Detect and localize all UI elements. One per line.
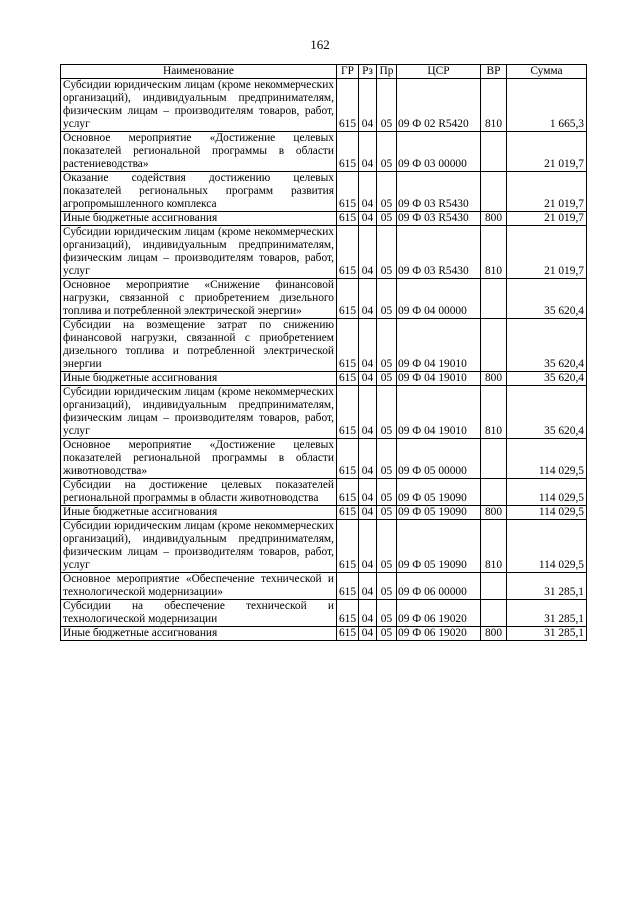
cell-csr: 09 Ф 05 19090 [397,479,481,506]
cell-vr [481,600,507,627]
table-row [61,600,587,627]
cell-rz: 04 [359,439,377,479]
cell-sum: 31 285,1 [507,600,587,627]
cell-csr: 09 Ф 05 19090 [397,520,481,573]
cell-pr: 05 [377,212,397,226]
table-row [61,627,587,641]
cell-name: Субсидии на обеспечение технической и технологической модернизации [61,600,337,627]
cell-rz: 04 [359,479,377,506]
cell-rz: 04 [359,600,377,627]
cell-vr: 810 [481,79,507,132]
cell-name: Оказание содействия достижению целевых показателей региональных программ развития агропромышленного комплекса [61,172,337,212]
cell-gr: 615 [337,627,359,641]
cell-gr: 615 [337,172,359,212]
cell-pr: 05 [377,600,397,627]
cell-name: Иные бюджетные ассигнования [61,212,337,226]
cell-pr: 05 [377,319,397,372]
cell-csr: 09 Ф 03 R5430 [397,212,481,226]
cell-pr: 05 [377,627,397,641]
cell-name: Субсидии юридическим лицам (кроме некоммерческих организаций), индивидуальным предпринимателям, физическим лицам – производителям товаров, работ, услуг [61,226,337,279]
cell-sum: 114 029,5 [507,506,587,520]
cell-csr: 09 Ф 03 00000 [397,132,481,172]
cell-csr: 09 Ф 06 00000 [397,573,481,600]
table-row [61,479,587,506]
cell-gr: 615 [337,319,359,372]
cell-name: Субсидии на достижение целевых показателей региональной программы в области животноводства [61,479,337,506]
cell-rz: 04 [359,279,377,319]
cell-csr: 09 Ф 04 19010 [397,372,481,386]
cell-rz: 04 [359,386,377,439]
cell-sum: 114 029,5 [507,439,587,479]
cell-vr: 800 [481,506,507,520]
cell-name: Субсидии юридическим лицам (кроме некоммерческих организаций), индивидуальным предпринимателям, физическим лицам – производителям товаров, работ, услуг [61,79,337,132]
cell-gr: 615 [337,506,359,520]
cell-pr: 05 [377,279,397,319]
page-number: 162 [310,37,330,52]
cell-rz: 04 [359,132,377,172]
header-name: Наименование [61,65,337,79]
table-row [61,79,587,132]
cell-pr: 05 [377,479,397,506]
cell-sum: 1 665,3 [507,79,587,132]
cell-pr: 05 [377,226,397,279]
cell-csr: 09 Ф 04 19010 [397,319,481,372]
table-row [61,172,587,212]
cell-vr: 810 [481,520,507,573]
table-header [61,65,587,79]
cell-csr: 09 Ф 04 00000 [397,279,481,319]
cell-gr: 615 [337,212,359,226]
cell-pr: 05 [377,132,397,172]
cell-sum: 35 620,4 [507,279,587,319]
cell-pr: 05 [377,439,397,479]
cell-rz: 04 [359,627,377,641]
table-row [61,226,587,279]
cell-gr: 615 [337,386,359,439]
cell-csr: 09 Ф 04 19010 [397,386,481,439]
header-sum: Сумма [507,65,587,79]
cell-name: Иные бюджетные ассигнования [61,372,337,386]
header-vr: ВР [481,65,507,79]
cell-name: Субсидии на возмещение затрат по снижению финансовой нагрузки, связанной с приобретением дизельного топлива и потребленной электрической энергии [61,319,337,372]
cell-gr: 615 [337,79,359,132]
table-row [61,372,587,386]
cell-vr: 800 [481,212,507,226]
cell-name: Основное мероприятие «Снижение финансовой нагрузки, связанной с приобретением дизельного топлива и потребленной электрической энергии» [61,279,337,319]
cell-rz: 04 [359,79,377,132]
cell-vr [481,132,507,172]
cell-sum: 35 620,4 [507,372,587,386]
table-row [61,319,587,372]
table-row [61,573,587,600]
cell-sum: 35 620,4 [507,386,587,439]
cell-vr [481,479,507,506]
cell-gr: 615 [337,573,359,600]
cell-pr: 05 [377,172,397,212]
table-row [61,279,587,319]
cell-vr [481,172,507,212]
cell-name: Основное мероприятие «Достижение целевых показателей региональной программы в области растениеводства» [61,132,337,172]
cell-vr: 810 [481,226,507,279]
cell-rz: 04 [359,573,377,600]
cell-gr: 615 [337,372,359,386]
header-csr: ЦСР [397,65,481,79]
cell-gr: 615 [337,479,359,506]
cell-gr: 615 [337,600,359,627]
cell-sum: 35 620,4 [507,319,587,372]
cell-pr: 05 [377,573,397,600]
table-row [61,439,587,479]
cell-sum: 21 019,7 [507,132,587,172]
cell-rz: 04 [359,372,377,386]
cell-vr [481,573,507,600]
cell-gr: 615 [337,226,359,279]
cell-vr [481,319,507,372]
budget-table [60,64,587,641]
cell-gr: 615 [337,132,359,172]
cell-csr: 09 Ф 03 R5430 [397,172,481,212]
cell-csr: 09 Ф 06 19020 [397,627,481,641]
table-row [61,520,587,573]
cell-sum: 21 019,7 [507,226,587,279]
cell-gr: 615 [337,520,359,573]
table-row [61,506,587,520]
cell-csr: 09 Ф 05 19090 [397,506,481,520]
cell-sum: 31 285,1 [507,627,587,641]
cell-sum: 21 019,7 [507,172,587,212]
cell-rz: 04 [359,226,377,279]
cell-rz: 04 [359,506,377,520]
cell-pr: 05 [377,520,397,573]
cell-vr [481,439,507,479]
cell-vr: 810 [481,386,507,439]
cell-rz: 04 [359,319,377,372]
cell-vr: 800 [481,627,507,641]
cell-rz: 04 [359,212,377,226]
cell-pr: 05 [377,372,397,386]
cell-name: Основное мероприятие «Достижение целевых показателей региональной программы в области животноводства» [61,439,337,479]
cell-rz: 04 [359,520,377,573]
cell-name: Иные бюджетные ассигнования [61,506,337,520]
cell-csr: 09 Ф 05 00000 [397,439,481,479]
cell-sum: 114 029,5 [507,479,587,506]
header-rz: Рз [359,65,377,79]
cell-name: Основное мероприятие «Обеспечение технической и технологической модернизации» [61,573,337,600]
cell-pr: 05 [377,386,397,439]
cell-sum: 21 019,7 [507,212,587,226]
cell-sum: 114 029,5 [507,520,587,573]
cell-name: Субсидии юридическим лицам (кроме некоммерческих организаций), индивидуальным предпринимателям, физическим лицам – производителям товаров, работ, услуг [61,386,337,439]
table-row [61,386,587,439]
cell-sum: 31 285,1 [507,573,587,600]
table-body [61,79,587,641]
cell-vr [481,279,507,319]
cell-vr: 800 [481,372,507,386]
header-pr: Пр [377,65,397,79]
cell-name: Иные бюджетные ассигнования [61,627,337,641]
table-row [61,212,587,226]
cell-csr: 09 Ф 02 R5420 [397,79,481,132]
cell-csr: 09 Ф 06 19020 [397,600,481,627]
cell-csr: 09 Ф 03 R5430 [397,226,481,279]
cell-gr: 615 [337,439,359,479]
cell-pr: 05 [377,506,397,520]
cell-gr: 615 [337,279,359,319]
header-gr: ГР [337,65,359,79]
cell-rz: 04 [359,172,377,212]
cell-pr: 05 [377,79,397,132]
table-row [61,132,587,172]
cell-name: Субсидии юридическим лицам (кроме некоммерческих организаций), индивидуальным предпринимателям, физическим лицам – производителям товаров, работ, услуг [61,520,337,573]
